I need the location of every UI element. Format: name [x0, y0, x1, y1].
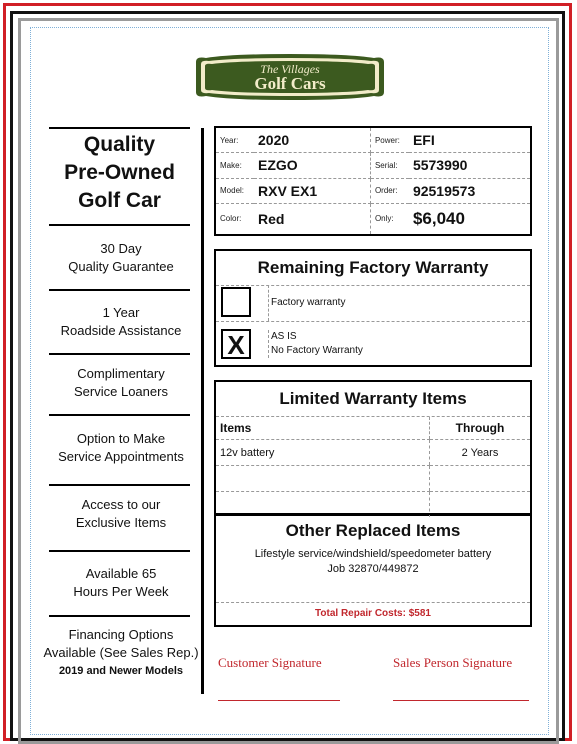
factory-warranty-title: Remaining Factory Warranty: [216, 251, 530, 286]
model-label: Model:: [216, 178, 254, 203]
divider: [49, 353, 190, 355]
feature-line: Access to our: [81, 497, 161, 512]
divider: [49, 550, 190, 552]
feature-line: Service Appointments: [58, 449, 184, 464]
description-line: Lifestyle service/windshield/speedometer battery: [254, 548, 492, 560]
divider: [49, 289, 190, 291]
feature-line: Financing Options: [68, 627, 174, 642]
feature-line: 30 Day: [100, 241, 142, 256]
model-value: RXV EX1: [254, 178, 370, 203]
feature-line: Exclusive Items: [75, 515, 167, 530]
other-replaced-title: Other Replaced Items: [285, 521, 461, 540]
col-through-header: Through: [430, 417, 531, 440]
feature-line: Available (See Sales Rep.): [43, 645, 199, 660]
title-line: Quality: [83, 133, 156, 156]
divider: [49, 127, 190, 129]
feature-line: Complimentary: [77, 366, 165, 381]
title-line: Pre-Owned: [64, 161, 175, 184]
table-row: [216, 466, 530, 492]
order-value: 92519573: [409, 178, 530, 203]
year-label: Year:: [216, 128, 254, 153]
title-line: Golf Car: [78, 189, 161, 212]
power-value: EFI: [409, 128, 530, 153]
col-items-header: Items: [216, 417, 430, 440]
make-label: Make:: [216, 153, 254, 178]
as-is-line: AS IS: [271, 331, 297, 342]
divider: [49, 615, 190, 617]
feature-service-appointments: [40, 430, 202, 466]
feature-line: Quality Guarantee: [68, 259, 174, 274]
factory-warranty-label: Factory warranty: [268, 285, 345, 321]
vehicle-info-table: [214, 126, 532, 236]
feature-line: Roadside Assistance: [60, 323, 182, 338]
feature-note: 2019 and Newer Models: [58, 665, 184, 677]
price-value: $6,040: [412, 208, 465, 228]
serial-value: 5573990: [409, 153, 530, 178]
limited-warranty-table: [216, 417, 530, 517]
other-replaced-box: [214, 513, 532, 627]
no-warranty-line: No Factory Warranty: [271, 345, 363, 356]
year-value: 2020: [254, 128, 370, 153]
feature-service-loaners: [40, 365, 202, 401]
divider: [49, 224, 190, 226]
quality-title: [49, 131, 190, 215]
sales-signature-label: Sales Person Signature: [393, 655, 513, 670]
logo-line2: Golf Cars: [254, 74, 326, 93]
total-repair-costs: Total Repair Costs: $581: [216, 602, 530, 625]
customer-signature-line[interactable]: [218, 700, 340, 701]
table-row: [216, 440, 530, 466]
as-is-label: [268, 330, 363, 358]
column-divider: [201, 128, 204, 694]
order-label: Order:: [370, 178, 409, 203]
logo-line1: The Villages: [260, 62, 320, 76]
feature-line: Hours Per Week: [73, 584, 169, 599]
sales-signature-line[interactable]: [393, 700, 529, 701]
feature-line: Available 65: [85, 566, 157, 581]
feature-roadside-assistance: [40, 304, 202, 340]
feature-exclusive-items: [40, 496, 202, 532]
feature-hours: [40, 565, 202, 601]
feature-financing: [40, 626, 202, 680]
job-number: Job 32870/449872: [327, 563, 419, 575]
color-value: Red: [254, 203, 370, 234]
make-value: EZGO: [254, 153, 370, 178]
power-label: Power:: [370, 128, 409, 153]
through-cell: 2 Years: [430, 440, 531, 466]
divider: [49, 414, 190, 416]
divider: [49, 484, 190, 486]
feature-line: 1 Year: [102, 305, 140, 320]
feature-line: Option to Make: [76, 431, 166, 446]
serial-label: Serial:: [370, 153, 409, 178]
feature-line: Service Loaners: [74, 384, 168, 399]
price-label: Only:: [374, 214, 394, 224]
limited-warranty-title: Limited Warranty Items: [216, 382, 530, 417]
limited-warranty-box: [214, 380, 532, 516]
factory-warranty-checkbox[interactable]: [221, 287, 251, 317]
warranty-option-factory: [216, 285, 530, 322]
factory-warranty-box: [214, 249, 532, 367]
item-cell: 12v battery: [216, 440, 430, 466]
villages-golf-cars-logo: [190, 52, 390, 102]
other-replaced-description: [216, 547, 530, 577]
feature-quality-guarantee: [40, 240, 202, 276]
as-is-checkbox[interactable]: X: [221, 329, 251, 359]
color-label: Color:: [220, 214, 242, 224]
warranty-option-as-is: [216, 322, 530, 365]
customer-signature-label: Customer Signature: [218, 655, 322, 670]
